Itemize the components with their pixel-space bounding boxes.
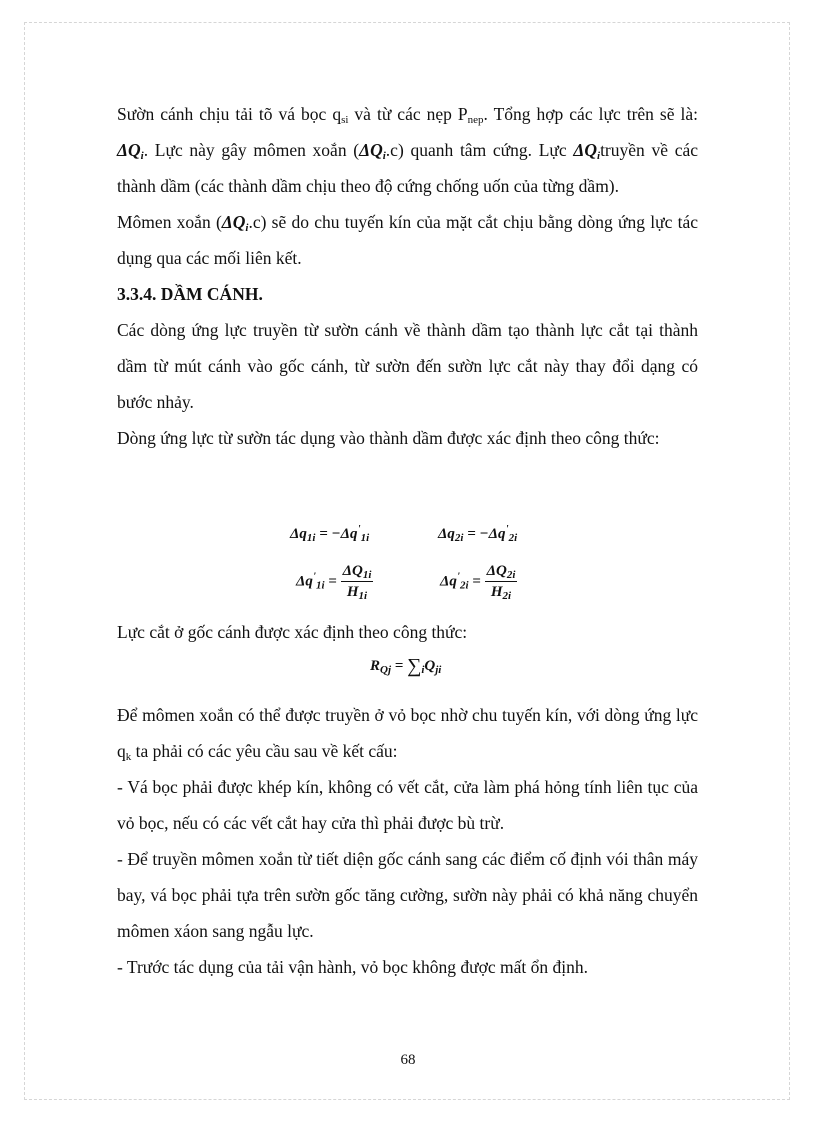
delta-q-symbol: $\Delta Q_i$ <box>573 140 601 162</box>
document-body-2 <box>117 614 698 650</box>
paragraph-formula-intro: Dòng ứng lực từ sườn tác dụng vào thành dầm được xác định theo công thức: <box>117 428 660 448</box>
section-heading: 3.3.4. DẦM CÁNH. <box>117 284 263 304</box>
bullet-item: - Trước tác dụng của tải vận hành, vỏ bọc không được mất ổn định. <box>117 957 589 977</box>
paragraph-root-shear: Lực cắt ở gốc cánh được xác định theo công thức: <box>117 622 468 642</box>
delta-q-symbol: $\Delta Q_i$ <box>359 140 386 162</box>
paragraph-shear-flow: Các dòng ứng lực truyền từ sườn cánh về thành dầm tạo thành lực cắt tại thành dầm từ mút cánh vào gốc cánh, từ sườn đến sườn lực cắt này thay đổi dạng có bước nhảy. <box>117 320 698 412</box>
bullet-item: - Vá bọc phải được khép kín, không có vết cắt, cửa làm phá hỏng tính liên tục của vỏ bọc, nếu có các vết cắt hay cửa thì phải được bù trừ. <box>117 777 698 833</box>
delta-q-symbol: $\Delta Q_i$ <box>117 140 144 162</box>
page-number: 68 <box>400 1052 416 1068</box>
paragraph-requirements: Để mômen xoắn có thể được truyền ở vỏ bọc nhờ chu tuyến kín, với dòng ứng lực $q_k$ ta phải có các yêu cầu sau về kết cấu: <box>117 705 698 763</box>
equation-root-shear: $R_{Qj} = \sum_iQ_{ji}$ <box>370 655 442 677</box>
equation-dq1: $\Delta q_{1i} = -\Delta q'_{1i}$ <box>290 523 370 544</box>
equation-dq2-prime: $\Delta q'_{2i}$ = $\frac{\Delta Q_{2i}}{H_{2i}}$ <box>440 563 516 602</box>
equation-dq1-prime: $\Delta q'_{1i}$ = $\frac{\Delta Q_{1i}}{H_{1i}}$ <box>296 563 372 602</box>
paragraph-torsion: Mômen xoắn $(\Delta Q_i.c)$ sẽ do chu tuyến kín của mặt cắt chịu bằng dòng ứng lực tác dụng qua các mối liên kết. <box>117 212 698 268</box>
document-body-3 <box>117 697 698 985</box>
paragraph-rib-loads: Sườn cánh chịu tải tõ vá bọc $q_{si}$ và từ các nẹp $P_{nep}$. Tổng hợp các lực trên sẽ là: $\Delta Q_i$. Lực này gây mômen xoắn $(\Delta Q_i.c)$ quanh tâm cứng. Lực $\Delta Q_itruyền$ về các thành dầm (các thành dầm chịu theo độ cứng chống uốn của từng dầm). <box>117 104 699 196</box>
fraction: $\frac{\Delta Q_{1i}}{H_{1i}}$ <box>342 563 372 602</box>
bullet-item: - Để truyền mômen xoắn từ tiết diện gốc cánh sang các điểm cố định vói thân máy bay, vá bọc phải tựa trên sườn gốc tăng cường, sườn này phải có khả năng chuyển mômen xáon sang ngẫu lực. <box>117 849 698 941</box>
equation-dq2: $\Delta q_{2i} = -\Delta q'_{2i}$ <box>438 523 518 544</box>
fraction: $\frac{\Delta Q_{2i}}{H_{2i}}$ <box>486 563 516 602</box>
document-body <box>117 96 698 456</box>
